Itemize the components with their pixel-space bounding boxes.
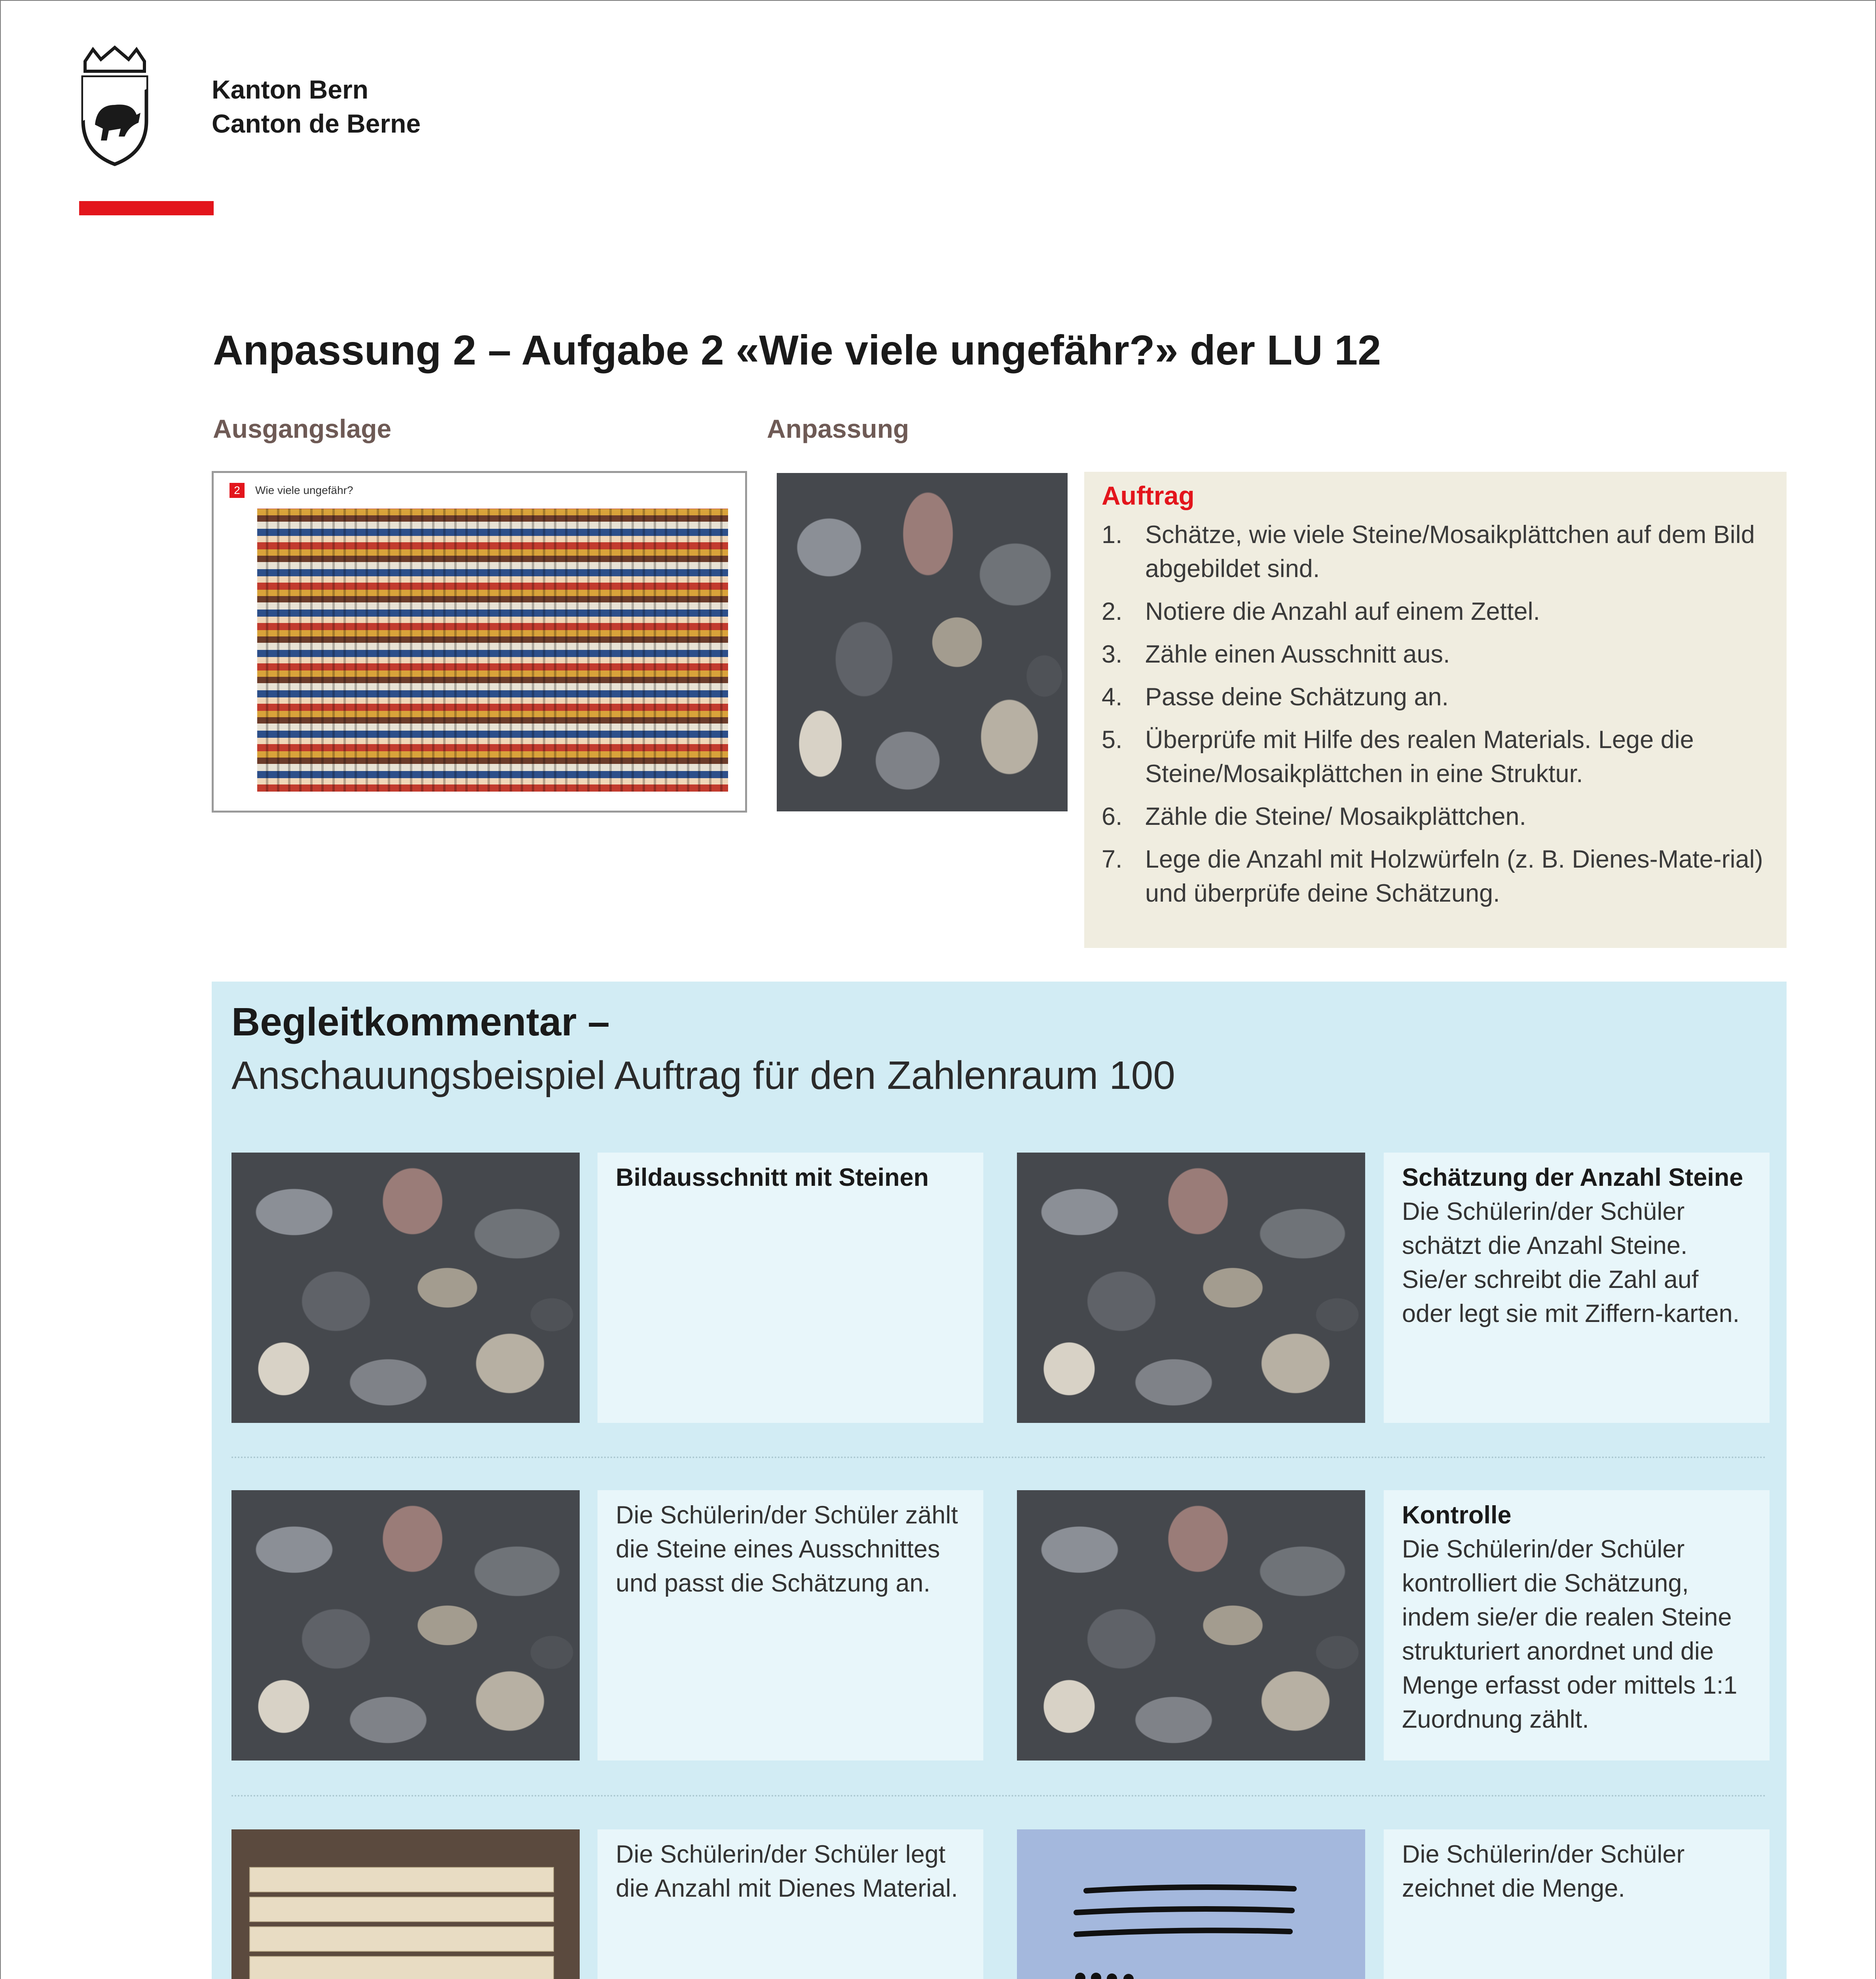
label-ausgangslage: Ausgangslage: [213, 414, 392, 443]
cell-text: Die Schülerin/der Schüler zählt die Steine eines Ausschnittes und passt die Schätzung an.: [616, 1501, 958, 1597]
row-divider: [231, 1457, 1767, 1458]
comment-cell: [1384, 1153, 1770, 1423]
tally-drawing-icon: [1017, 1829, 1365, 1979]
bern-coat-of-arms-icon: [77, 46, 152, 168]
comment-subtitle: Anschauungsbeispiel Auftrag für den Zahlenraum 100: [231, 1053, 1175, 1098]
thumbnail-caption: Wie viele ungefähr?: [255, 484, 353, 496]
stones-photo: [231, 1490, 580, 1761]
auftrag-item: 7. Lege die Anzahl mit Holzwürfeln (z. B. Dienes-Mate-rial) und überprüfe deine Schätzung.: [1102, 845, 1763, 907]
cell-text: Die Schülerin/der Schüler legt die Anzahl mit Dienes Material.: [616, 1840, 958, 1902]
cell-heading: Bildausschnitt mit Steinen: [616, 1164, 929, 1191]
stones-photo: [1017, 1490, 1365, 1761]
stones-photo: [1017, 1153, 1365, 1423]
auftrag-item: 6. Zähle die Steine/ Mosaikplättchen.: [1102, 803, 1527, 830]
auftrag-list: [1102, 518, 1769, 910]
comment-cell: [598, 1490, 983, 1761]
dienes-blocks-photo: [231, 1829, 580, 1979]
comment-cell: [598, 1829, 983, 1979]
cell-text: Die Schülerin/der Schüler zeichnet die Menge.: [1402, 1840, 1685, 1902]
canton-name-fr: Canton de Berne: [212, 109, 421, 138]
auftrag-item: 1. Schätze, wie viele Steine/Mosaikplättchen auf dem Bild abgebildet sind.: [1102, 521, 1755, 583]
crowd-photo: [257, 509, 728, 792]
row-divider: [231, 1795, 1767, 1797]
cell-heading: Kontrolle: [1402, 1501, 1512, 1529]
logo-text: [212, 72, 421, 141]
stones-photo: [231, 1153, 580, 1423]
canton-name-de: Kanton Bern: [212, 75, 368, 104]
auftrag-item: 5. Überprüfe mit Hilfe des realen Materials. Lege die Steine/Mosaikplättchen in eine Struktur.: [1102, 726, 1694, 788]
auftrag-box: [1084, 472, 1787, 948]
auftrag-item: 4. Passe deine Schätzung an.: [1102, 683, 1449, 711]
task-number-badge: 2: [230, 483, 245, 498]
label-anpassung: Anpassung: [767, 414, 909, 443]
page-title: Anpassung 2 – Aufgabe 2 «Wie viele ungefähr?» der LU 12: [213, 327, 1381, 374]
comment-cell: [1384, 1829, 1770, 1979]
comment-cell: [598, 1153, 983, 1423]
auftrag-item: 2. Notiere die Anzahl auf einem Zettel.: [1102, 598, 1540, 625]
comment-title: Begleitkommentar –: [231, 1000, 610, 1044]
auftrag-heading: Auftrag: [1102, 481, 1195, 510]
drawn-quantity-photo: [1017, 1829, 1365, 1979]
cell-text: Die Schülerin/der Schüler schätzt die Anzahl Steine. Sie/er schreibt die Zahl auf oder legt sie mit Ziffern-karten.: [1402, 1198, 1740, 1328]
stones-photo: [777, 473, 1068, 811]
brand-red-bar: [79, 201, 214, 215]
cell-heading: Schätzung der Anzahl Steine: [1402, 1164, 1743, 1191]
auftrag-item: 3. Zähle einen Ausschnitt aus.: [1102, 640, 1450, 668]
ausgangslage-thumbnail: [212, 471, 747, 813]
comment-cell: [1384, 1490, 1770, 1761]
cell-text: Die Schülerin/der Schüler kontrolliert die Schätzung, indem sie/er die realen Steine strukturiert anordnet und die Menge erfasst oder mittels 1:1 Zuordnung zählt.: [1402, 1535, 1738, 1733]
